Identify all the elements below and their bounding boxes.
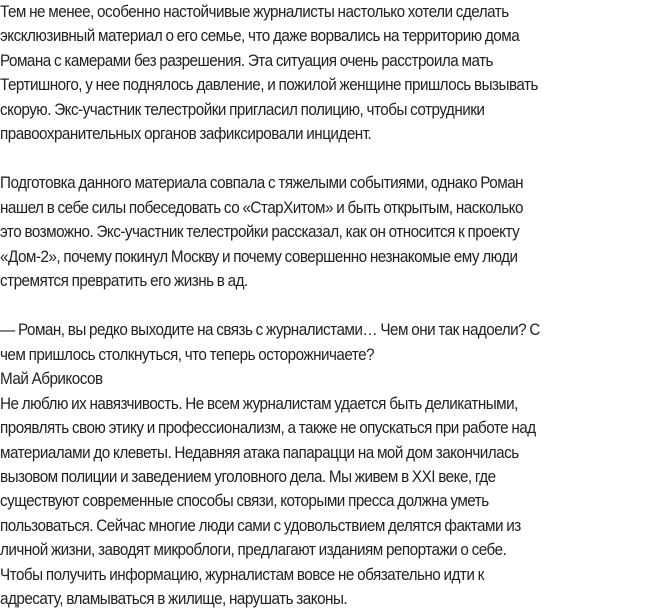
text-line: Подготовка данного материала совпала с тяжелыми событиями, однако Роман [0, 174, 524, 193]
text-line: Тем не менее, особенно настойчивые журналисты настолько хотели сделать [0, 3, 509, 21]
text-line: это возможно. Экс-участник телестройки рассказал, как он относится к проекту [0, 223, 520, 242]
interview-author [0, 367, 666, 391]
text-line: личной жизни, заводят микроблоги, предлагают изданиям репортажи о себе. [0, 541, 507, 560]
text-line: Чтобы получить информацию, журналистам вовсе не обязательно идти к [0, 565, 484, 584]
text-line: существуют современные способы связи, которыми пресса должна уметь [0, 492, 489, 511]
text-line: вызовом полиции и заведением уголовного дела. Мы живем в XXI веке, где [0, 467, 496, 486]
paragraph-spacer [0, 293, 670, 318]
interview-answer [0, 392, 666, 612]
text-line: чем пришлось столкнуться, что теперь осторожничаете? [0, 345, 375, 364]
paragraph-context [0, 171, 666, 293]
text-line: Романа с камерами без разрешения. Эта ситуация очень расстроила мать [0, 51, 493, 70]
paragraph-intro [0, 0, 666, 146]
text-line: проявлять свою этику и профессионализм, а также не опускаться при работе над [0, 419, 536, 438]
text-line: стремятся превратить его жизнь в ад. [0, 272, 248, 291]
text-line: нашел в себе силы побеседовать со «СтарХитом» и быть открытым, насколько [0, 198, 523, 217]
text-line: материалами до клеветы. Недавняя атака папарацци на мой дом закончилась [0, 443, 519, 462]
text-line: Тертишного, у нее поднялось давление, и пожилой женщине пришлось вызывать [0, 76, 538, 95]
text-line: пользоваться. Сейчас многие люди сами с удовольствием делятся фактами из [0, 516, 521, 535]
text-line: эксклюзивный материал о его семье, что даже ворвались на территорию дома [0, 27, 520, 46]
text-line: адресату, вламываться в жилище, нарушать законы. [0, 589, 348, 608]
author-name: Май Абрикосов [0, 370, 103, 389]
interview-question [0, 318, 666, 367]
text-line: — Роман, вы редко выходите на связь с журналистами… Чем они так надоели? С [0, 321, 540, 340]
text-line: скорую. Экс-участник телестройки пригласил полицию, чтобы сотрудники [0, 100, 485, 119]
text-line: правоохранительных органов зафиксировали инцидент. [0, 125, 372, 144]
paragraph-spacer [0, 146, 670, 171]
text-line: «Дом-2», почему покинул Москву и почему совершенно незнакомые ему люди [0, 247, 518, 266]
text-line: Не люблю их навязчивость. Не всем журналистам удается быть деликатными, [0, 394, 518, 413]
